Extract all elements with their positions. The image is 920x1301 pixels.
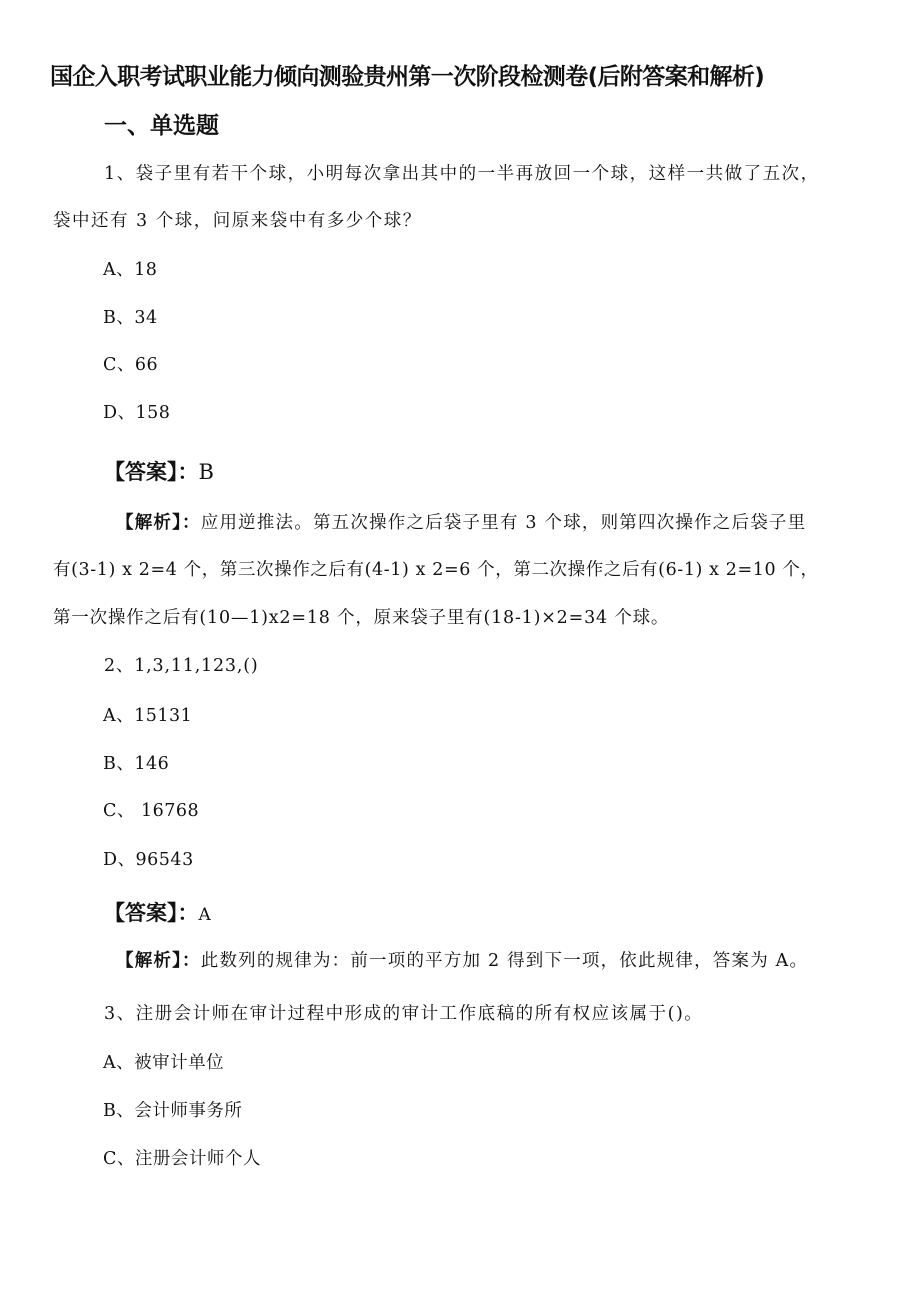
document-title: 国企入职考试职业能力倾向测验贵州第一次阶段检测卷(后附答案和解析) (50, 64, 765, 90)
answer-label: 【答案】： (104, 901, 199, 925)
question-1-answer (104, 456, 214, 486)
explanation-text: 应用逆推法。第五次操作之后袋子里有 3 个球，则第四次操作之后袋子里 (200, 513, 807, 533)
question-2-option-b: B、146 (103, 754, 170, 774)
answer-value: B (198, 460, 214, 484)
question-1-text-line-1: 1、袋子里有若干个球，小明每次拿出其中的一半再放回一个球，这样一共做了五次， (104, 164, 820, 184)
section-heading: 一、单选题 (104, 113, 219, 139)
question-1-option-d: D、158 (103, 403, 171, 423)
question-2-text: 2、1,3,11,123,() (104, 656, 259, 676)
question-3-text: 3、注册会计师在审计过程中形成的审计工作底稿的所有权应该属于()。 (104, 1004, 704, 1024)
question-2-explanation (116, 947, 808, 972)
question-1-explanation-line-1 (116, 509, 806, 534)
explanation-label: 【解析】： (116, 513, 201, 533)
question-3-option-a: A、被审计单位 (103, 1053, 225, 1073)
question-2-option-c: C、 16768 (103, 801, 200, 821)
question-1-option-c: C、66 (103, 355, 159, 375)
question-3-option-b: B、会计师事务所 (103, 1101, 243, 1121)
question-2-option-d: D、96543 (103, 850, 194, 870)
question-2-answer (104, 897, 211, 927)
question-1-text-line-2: 袋中还有 3 个球，问原来袋中有多少个球？ (53, 211, 422, 231)
explanation-text: 此数列的规律为：前一项的平方加 2 得到下一项，依此规律，答案为 A。 (200, 951, 809, 971)
explanation-label: 【解析】： (116, 951, 201, 971)
question-1-explanation-line-3: 第一次操作之后有(10—1)x2=18 个，原来袋子里有(18-1)×2=34 个球。 (53, 608, 670, 628)
question-2-option-a: A、15131 (103, 706, 193, 726)
question-3-option-c: C、注册会计师个人 (103, 1149, 261, 1169)
question-1-option-a: A、18 (103, 260, 158, 280)
question-1-explanation-line-2: 有(3-1) x 2=4 个，第三次操作之后有(4-1) x 2=6 个，第二次操作之后有(6-1) x 2=10 个， (53, 560, 819, 580)
question-1-option-b: B、34 (103, 308, 158, 328)
answer-value: A (198, 905, 211, 925)
answer-label: 【答案】： (104, 460, 199, 484)
